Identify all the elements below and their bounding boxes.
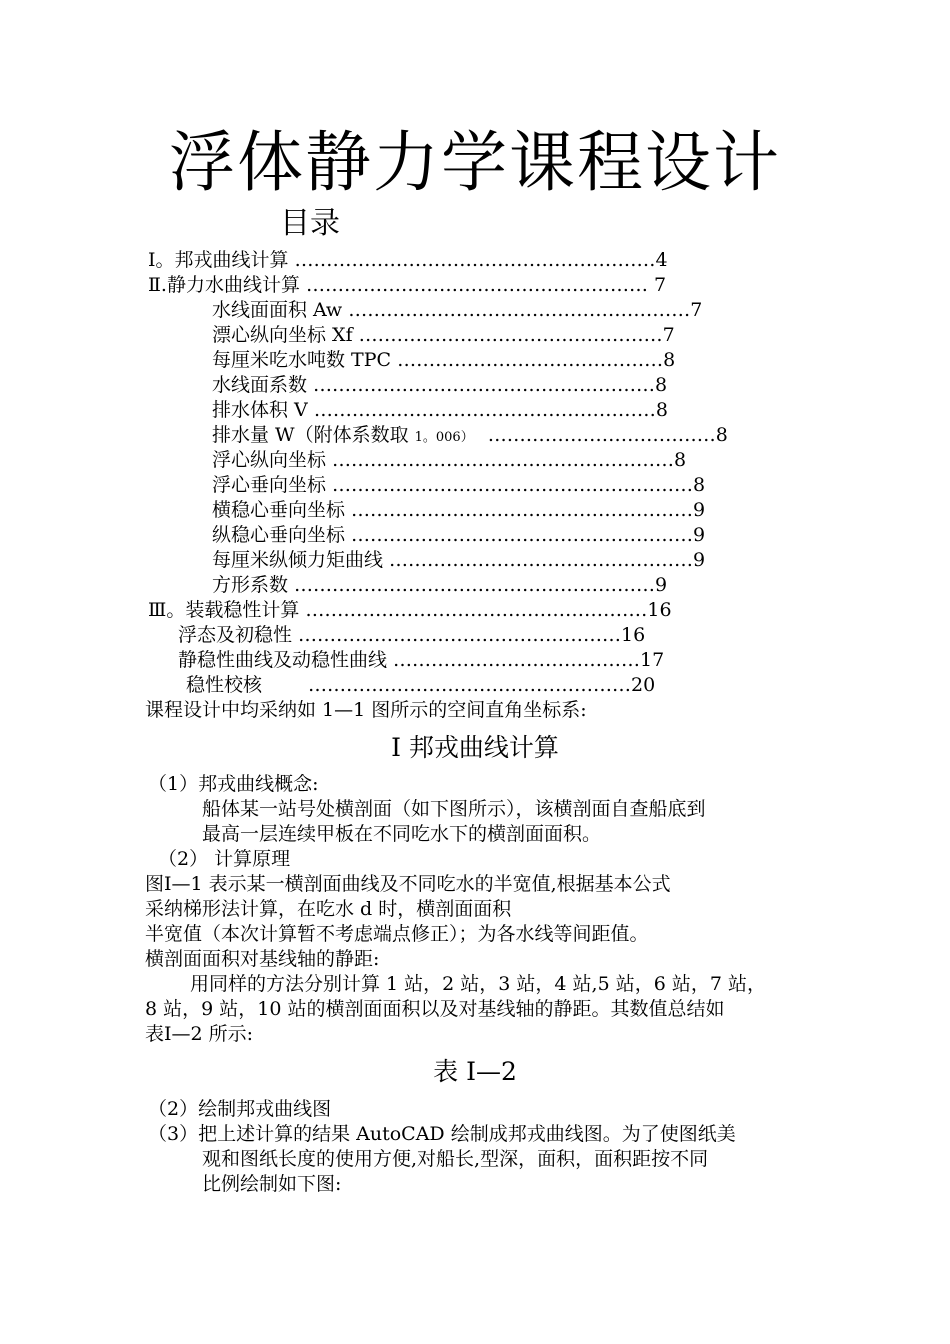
toc-heading: 目录: [280, 206, 340, 241]
toc-entry: [212, 498, 705, 523]
toc-leader: ………………………………: [487, 424, 716, 446]
toc-page: 16: [647, 599, 672, 621]
toc-leader: ……………………………………: [397, 349, 664, 371]
toc-entry: [212, 373, 667, 398]
paragraph-heading: （2） 计算原理: [158, 848, 291, 870]
toc-page: 7: [648, 274, 667, 296]
paragraph-text: 表Ⅰ—2 所示:: [145, 1023, 254, 1045]
toc-label: 浮态及初稳性: [178, 624, 299, 646]
toc-label: 横稳心垂向坐标: [212, 499, 352, 521]
toc-label: 排水体积 V: [212, 399, 314, 421]
toc-page: 7: [662, 324, 675, 346]
toc-page: 4: [655, 249, 668, 271]
toc-entry: [212, 473, 705, 498]
toc-page: 8: [693, 474, 706, 496]
table-caption: 表 Ⅰ—2: [433, 1057, 517, 1086]
toc-label: 每厘米吃水吨数 TPC: [212, 349, 398, 371]
paragraph-text: 半宽值（本次计算暂不考虑端点修正）；为各水线等间距值。: [145, 923, 649, 945]
section-title: Ⅰ 邦戎曲线计算: [391, 733, 559, 762]
toc-page: 20: [631, 674, 656, 696]
toc-label: 方形系数: [212, 574, 295, 596]
paragraph-text: 观和图纸长度的使用方便,对船长,型深，面积，面积距按不同: [202, 1148, 709, 1170]
toc-label: 纵稳心垂向坐标: [212, 524, 352, 546]
paragraph-text: 最高一层连续甲板在不同吃水下的横剖面面积。: [202, 823, 602, 845]
toc-entry: [148, 598, 672, 623]
toc-entry: [212, 298, 702, 323]
toc-entry: [148, 248, 668, 273]
intro-text: 课程设计中均采纳如 1—1 图所示的空间直角坐标系:: [145, 699, 587, 721]
toc-entry: [186, 673, 655, 698]
toc-leader: …………………………………: [393, 649, 641, 671]
toc-leader: …………………………………………………: [294, 249, 656, 271]
toc-entry: [178, 648, 664, 673]
toc-label: 浮心垂向坐标: [212, 474, 333, 496]
toc-leader: ………………………………………………: [306, 274, 648, 296]
paragraph-text: 采纳梯形法计算，在吃水 d 时，横剖面面积: [145, 898, 512, 920]
toc-page: 17: [640, 649, 665, 671]
paragraph-text: 船体某一站号处横剖面（如下图所示），该横剖面自查船底到: [202, 798, 706, 820]
toc-entry: [212, 423, 728, 450]
paragraph-text: 比例绘制如下图:: [202, 1173, 342, 1195]
toc-leader: ………………………………………………: [351, 524, 694, 546]
toc-leader: …………………………………………………: [294, 574, 656, 596]
toc-page: 9: [655, 574, 668, 596]
toc-label: 浮心纵向坐标: [212, 449, 333, 471]
toc-label: Ⅲ。装载稳性计算: [148, 599, 306, 621]
toc-leader: …………………………………………: [389, 549, 694, 571]
toc-entry: [212, 448, 686, 473]
toc-label-small: 1。006）: [414, 430, 474, 445]
toc-leader: ………………………………………………: [313, 374, 656, 396]
toc-entry: [212, 573, 667, 598]
toc-leader: ……………………………………………: [308, 674, 632, 696]
paragraph-text: 图Ⅰ—1 表示某一横剖面曲线及不同吃水的半宽值,根据基本公式: [145, 873, 671, 895]
toc-entry: [212, 523, 705, 548]
toc-page: 16: [621, 624, 646, 646]
toc-entry: [212, 323, 675, 348]
toc-leader: ………………………………………………: [351, 499, 694, 521]
toc-page: 9: [693, 524, 706, 546]
toc-entry: [212, 348, 675, 373]
paragraph-text: （3）把上述计算的结果 AutoCAD 绘制成邦戎曲线图。为了使图纸美: [148, 1123, 736, 1145]
toc-entry: [148, 273, 666, 298]
toc-leader: ………………………………………………: [332, 449, 675, 471]
toc-page: 9: [693, 499, 706, 521]
toc-label: 稳性校核: [186, 674, 269, 696]
toc-label: 排水量 W（附体系数取: [212, 424, 415, 446]
toc-label: 每厘米纵倾力矩曲线: [212, 549, 390, 571]
toc-label: 水线面系数: [212, 374, 314, 396]
toc-page: 8: [674, 449, 687, 471]
toc-page: 8: [655, 374, 668, 396]
toc-page: 9: [693, 549, 706, 571]
toc-leader: ……………………………………………: [298, 624, 622, 646]
toc-label: 漂心纵向坐标 Xf: [212, 324, 359, 346]
paragraph-text: 8 站，9 站，10 站的横剖面面积以及对基线轴的静距。其数值总结如: [145, 998, 725, 1020]
paragraph-text: 用同样的方法分别计算 1 站，2 站，3 站，4 站,5 站，6 站，7 站，: [190, 973, 766, 995]
toc-page: 8: [655, 399, 668, 421]
toc-entry: [212, 548, 705, 573]
toc-page: 7: [690, 299, 703, 321]
toc-label: 静稳性曲线及动稳性曲线: [178, 649, 394, 671]
toc-page: 8: [663, 349, 676, 371]
paragraph-heading: （2）绘制邦戎曲线图: [148, 1098, 332, 1120]
toc-leader: …………………………………………………: [332, 474, 694, 496]
toc-label: 水线面面积 Aw: [212, 299, 349, 321]
toc-label: Ⅰ。邦戎曲线计算: [148, 249, 295, 271]
toc-label: Ⅱ.静力水曲线计算: [148, 274, 306, 296]
toc-leader: ………………………………………………: [348, 299, 691, 321]
toc-entry: [212, 398, 668, 423]
paragraph-text: 横剖面面积对基线轴的静距:: [145, 948, 380, 970]
toc-leader: …………………………………………: [358, 324, 663, 346]
document-title: 浮体静力学课程设计: [169, 124, 781, 201]
toc-page: 8: [715, 424, 728, 446]
toc-leader: ………………………………………………: [313, 399, 656, 421]
toc-entry: [178, 623, 645, 648]
toc-leader: ………………………………………………: [305, 599, 648, 621]
paragraph-heading: （1）邦戎曲线概念:: [148, 773, 319, 795]
